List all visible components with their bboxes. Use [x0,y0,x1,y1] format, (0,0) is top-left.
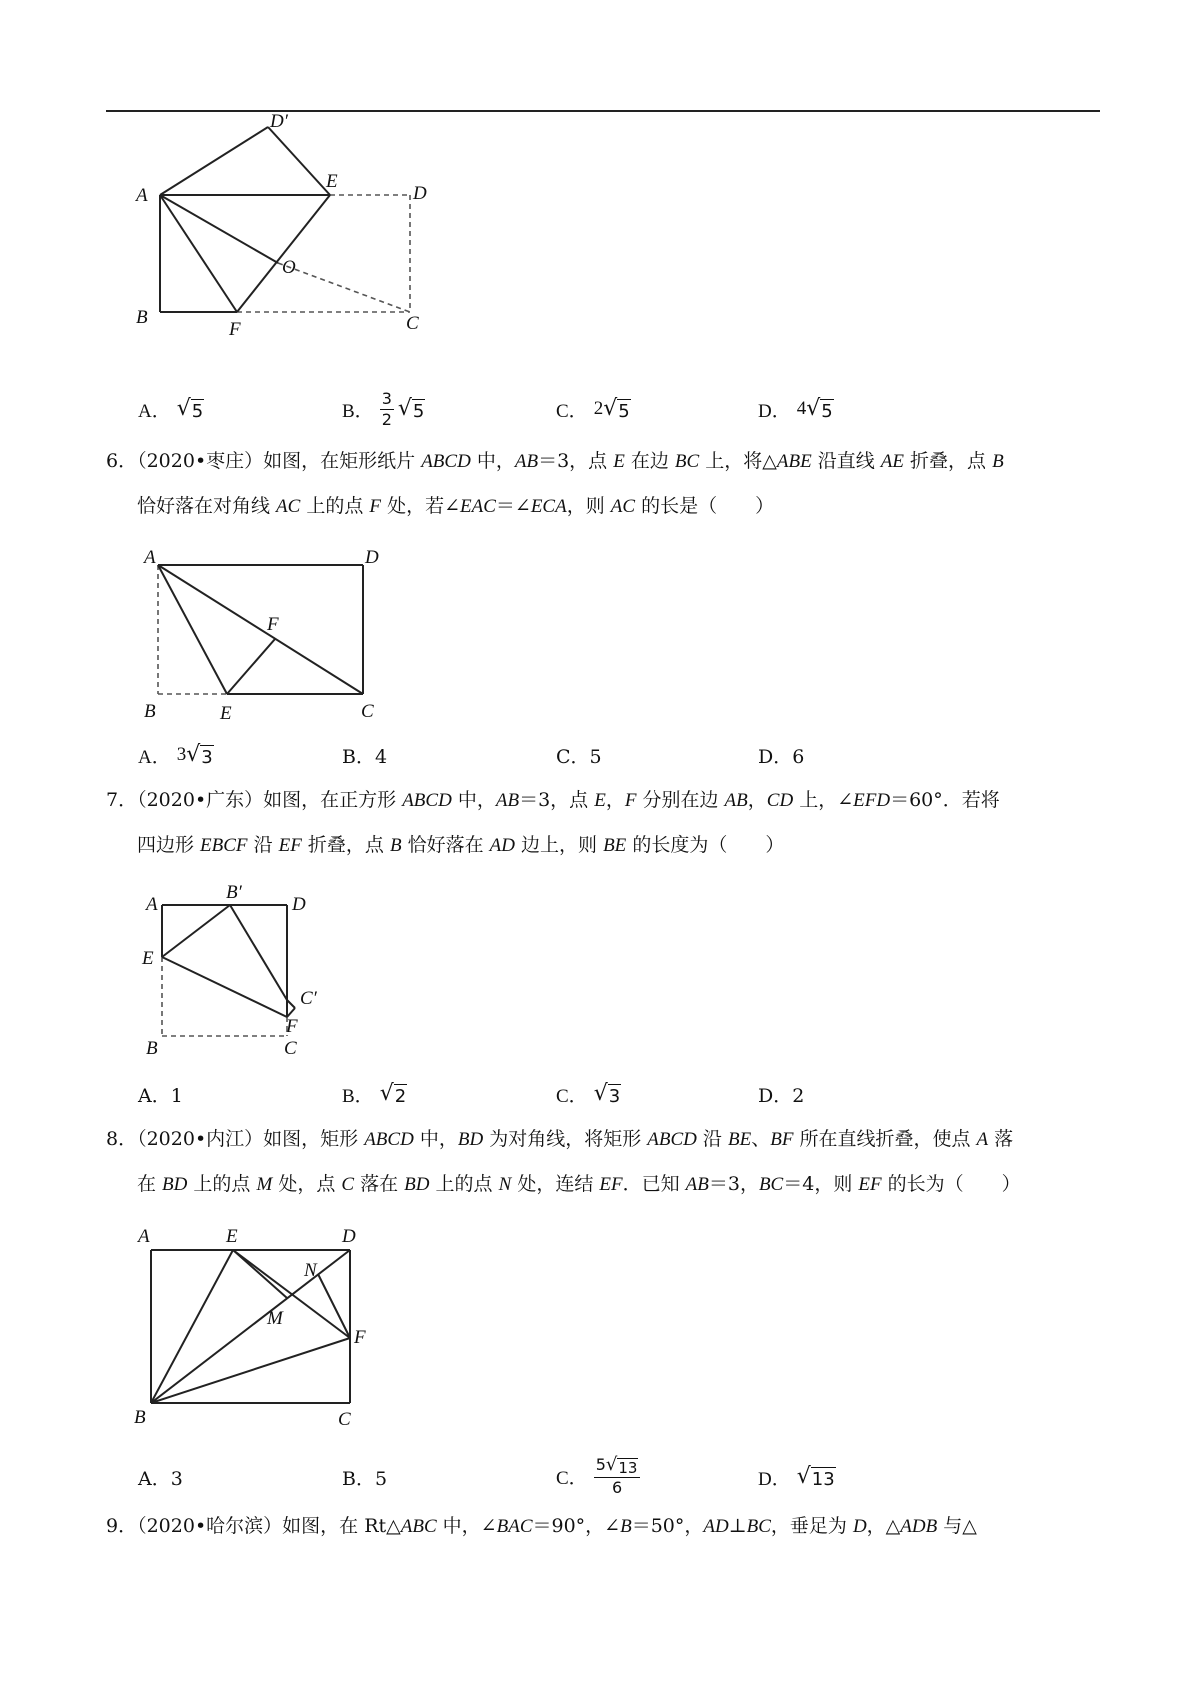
label-A: A [146,894,158,915]
label-D: D [413,183,427,204]
label-F: F [286,1016,298,1037]
question-9 [106,1504,1100,1549]
question-line: 8．（2020•内江）如图，矩形 ABCD 中，BD 为对角线，将矩形 ABCD 沿 BE、BF 所在直线折叠，使点 A 落 [106,1128,1014,1150]
figure-q5 [130,111,430,365]
label-D-prime: D′ [270,111,288,132]
figure-q8 [130,1223,400,1433]
question-8 [106,1117,1100,1207]
label-D: D [365,547,379,568]
header-rule [106,110,1100,112]
label-C: C [406,313,419,334]
option-label: C． [556,1467,588,1489]
label-B: B [136,307,148,328]
label-C: C [338,1409,351,1430]
label-B: B [144,701,156,722]
figure-q7 [140,880,360,1060]
sqrt-expression: √ 5 [397,395,425,422]
label-C-prime: C′ [300,988,317,1009]
question-line: 7．（2020•广东）如图，在正方形 ABCD 中，AB＝3，点 E，F 分别在边 AB，CD 上，∠EFD＝60°．若将 [106,789,1000,811]
label-E: E [142,948,154,969]
sqrt-expression: √ 3 [186,741,213,768]
q5-option-c[interactable]: C． 2 √ 5 [556,395,630,422]
label-O: O [282,257,296,278]
label-F: F [267,614,279,635]
question-6 [106,439,1100,529]
question-line: 恰好落在对角线 AC 上的点 F 处，若∠EAC＝∠ECA，则 AC 的长是（ ） [137,495,775,517]
label-C: C [284,1038,297,1059]
sqrt-expression: √ 13 [796,1463,835,1490]
label-D: D [342,1226,356,1247]
label-A: A [138,1226,150,1247]
q8-option-b[interactable]: B．5 [342,1467,388,1490]
q6-option-d[interactable]: D．6 [758,745,805,768]
option-label: B． [342,400,374,422]
question-7 [106,778,1100,868]
option-label: B． [342,1085,374,1107]
q7-option-a[interactable]: A．1 [138,1084,183,1107]
label-B-prime: B′ [226,882,242,903]
q7-option-d[interactable]: D．2 [758,1084,805,1107]
q8-option-a[interactable]: A．3 [138,1467,183,1490]
q8-option-c[interactable] [556,1439,644,1513]
label-A: A [144,547,156,568]
q6-option-b[interactable]: B．4 [342,745,388,768]
label-F: F [229,319,241,340]
label-N: N [304,1260,317,1281]
option-label: D． [758,400,791,422]
question-line: 在 BD 上的点 M 处，点 C 落在 BD 上的点 N 处，连结 EF．已知 AB＝3，BC＝4，则 EF 的长为（ ） [137,1173,1021,1195]
sqrt-expression: √ 3 [593,1080,621,1107]
fraction: $\frac{3}{2}$ [381,388,392,429]
sqrt-expression: √ 5 [176,395,204,422]
sqrt-expression: √ 5 [603,395,630,422]
label-E: E [326,171,338,192]
label-M: M [267,1308,283,1329]
option-label: C． [556,1085,588,1107]
q8-option-d[interactable] [758,1457,836,1497]
question-line: 6．（2020•枣庄）如图，在矩形纸片 ABCD 中，AB＝3，点 E 在边 BC 上，将△ABE 沿直线 AE 折叠，点 B [106,450,1004,472]
sqrt-expression: √ 5 [806,395,833,422]
label-D: D [292,894,306,915]
q6-option-a[interactable]: A． 3 √ 3 [138,741,213,768]
sqrt-expression: √ 2 [379,1080,407,1107]
option-label: D． [758,1468,791,1490]
label-E: E [220,703,232,724]
option-label: C． [556,400,588,422]
label-A: A [136,185,148,206]
option-label: A． [138,746,171,768]
question-line: 四边形 EBCF 沿 EF 折叠，点 B 恰好落在 AD 边上，则 BE 的长度为（ ） [137,834,785,856]
q5-option-b[interactable] [342,383,425,435]
figure-q6 [136,545,396,725]
q6-option-c[interactable]: C．5 [556,745,602,768]
label-C: C [361,701,374,722]
q5-option-a[interactable] [138,389,204,429]
q7-option-c[interactable] [556,1074,621,1114]
label-B: B [146,1038,158,1059]
q7-option-b[interactable] [342,1074,407,1114]
question-line: 9．（2020•哈尔滨）如图，在 Rt△ABC 中，∠BAC＝90°，∠B＝50°，AD⊥BC，垂足为 D，△ADB 与△ [106,1515,977,1537]
option-label: A． [138,400,171,422]
fraction: 5 √ 13 6 [594,1455,641,1498]
label-F: F [354,1327,366,1348]
label-E: E [226,1226,238,1247]
q5-option-d[interactable]: D． 4 √ 5 [758,395,833,422]
label-B: B [134,1407,146,1428]
